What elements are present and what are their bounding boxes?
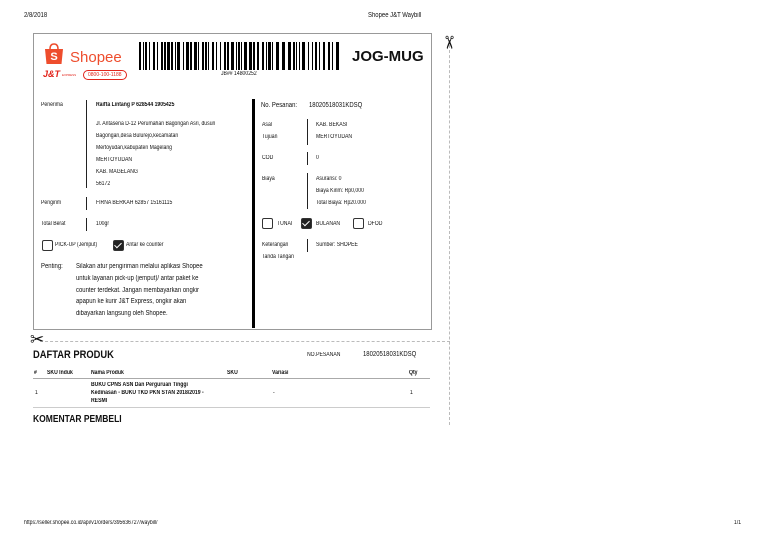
barcode-bar: [220, 42, 221, 70]
jnt-wordmark: J&T: [43, 69, 61, 79]
barcode-bar: [208, 42, 209, 70]
barcode-bar: [139, 42, 141, 70]
svg-text:S: S: [50, 51, 58, 63]
destination-value: MERTOYUDAN: [316, 134, 353, 140]
signature-label: Tanda Tangan: [262, 254, 294, 260]
barcode-bar: [227, 42, 229, 70]
barcode-bar: [149, 42, 150, 70]
tunai-label: TUNAI: [277, 221, 293, 227]
barcode-bar: [236, 42, 237, 70]
receiver-address-2: Bagongan,desa Bulurejo,kecamatan: [96, 133, 179, 139]
sender-value: FIRNA BERKAH 62857 15161115: [96, 200, 173, 206]
barcode-bar: [332, 42, 333, 70]
note-line-2: untuk layanan pick-up (jemput)/ antar paket ke: [76, 275, 199, 282]
cut-line-vertical: [449, 40, 450, 425]
order-number: 18020518031KDSQ: [309, 102, 363, 109]
note-label: Penting:: [41, 263, 63, 270]
barcode-bar: [262, 42, 264, 70]
barcode-bar: [216, 42, 217, 70]
barcode-bar: [293, 42, 295, 70]
barcode-bar: [145, 42, 147, 70]
row-variation: -: [273, 390, 275, 396]
receiver-address-1: Jl. Antasena D-12 Perumahan Bagongan Asri, dusun: [96, 121, 216, 127]
barcode-bar: [302, 42, 305, 70]
column-divider: [252, 99, 255, 328]
comments-title: KOMENTAR PEMBELI: [33, 414, 122, 425]
print-title: Shopee J&T Waybill: [368, 12, 422, 19]
barcode-bar: [161, 42, 163, 70]
barcode-bar: [175, 42, 176, 70]
shopee-wordmark: Shopee: [70, 49, 122, 66]
col-sku: SKU: [227, 370, 238, 376]
scissors-icon: ✂: [439, 34, 460, 51]
barcode-bar: [143, 42, 144, 70]
barcode-bar: [177, 42, 180, 70]
col-product-name: Nama Produk: [91, 370, 124, 376]
row-product-name-1: BUKU CPNS ASN Dan Perguruan Tinggi: [91, 382, 188, 388]
note-line-5: dibayarkan langsung oleh Shopee.: [76, 310, 168, 317]
barcode-bar: [296, 42, 297, 70]
barcode-bar: [238, 42, 240, 70]
barcode-bar: [186, 42, 189, 70]
barcode-bar: [328, 42, 330, 70]
cod-label: COD: [262, 155, 274, 161]
barcode-bar: [212, 42, 214, 70]
bulanan-label: BULANAN: [316, 221, 341, 227]
remarks-label: Keterangan: [262, 242, 289, 248]
cost-total: Total Biaya: Rp20.000: [316, 200, 366, 206]
waybill-barcode: [139, 42, 344, 70]
barcode-bar: [167, 42, 170, 70]
barcode-bar: [190, 42, 192, 70]
barcode-bar: [336, 42, 339, 70]
scissors-icon: ✂: [30, 330, 45, 349]
cost-label: Biaya: [262, 176, 275, 182]
dfod-checkbox[interactable]: [353, 218, 364, 229]
cod-value: 0: [316, 155, 319, 161]
barcode-bar: [183, 42, 184, 70]
receiver-name: Raifta Lintang P 628544 1905425: [96, 102, 175, 108]
jnt-logo: J&T EXPRESS 0800-100-1188: [43, 69, 143, 81]
barcode-bar: [205, 42, 207, 70]
receiver-label: Penerima: [41, 102, 63, 108]
receiver-address-5: KAB. MAGELANG: [96, 169, 138, 175]
dfod-label: DFOD: [368, 221, 383, 227]
jnt-phone: 0800-100-1188: [83, 70, 127, 80]
barcode-bar: [282, 42, 285, 70]
barcode-bar: [308, 42, 309, 70]
note-line-3: counter terdekat. Jangan membayarkan ongkir: [76, 287, 200, 294]
barcode-bar: [164, 42, 166, 70]
receiver-address-4: MERTOYUDAN: [96, 157, 133, 163]
barcode-bar: [276, 42, 279, 70]
footer-url[interactable]: https://seller.shopee.co.id/api/v1/orders/395636727/waybill/: [24, 520, 158, 526]
origin-value: KAB. BEKASI: [316, 122, 348, 128]
footer-page: 1/1: [734, 520, 742, 526]
barcode-bar: [253, 42, 255, 70]
barcode-bar: [224, 42, 226, 70]
barcode-bar: [244, 42, 247, 70]
cost-shipping: Biaya Kirim: Rp0,000: [316, 188, 364, 194]
col-qty: Qty: [409, 370, 418, 376]
shopee-logo: [44, 43, 134, 67]
barcode-bar: [153, 42, 155, 70]
origin-label: Asal: [262, 122, 272, 128]
barcode-bar: [315, 42, 317, 70]
pickup-label: PICK-UP (Jemput): [55, 242, 98, 248]
barcode-bar: [241, 42, 242, 70]
barcode-bar: [249, 42, 252, 70]
shopee-bag-icon: [44, 43, 64, 65]
barcode-bar: [198, 42, 199, 70]
cost-insurance: Asuransi: 0: [316, 176, 342, 182]
barcode-bar: [194, 42, 197, 70]
pickup-checkbox[interactable]: [42, 240, 53, 251]
products-title: DAFTAR PRODUK: [33, 349, 114, 361]
bulanan-checkbox[interactable]: [301, 218, 312, 229]
waybill-code: JOG-MUG: [352, 48, 424, 65]
barcode-bar: [202, 42, 204, 70]
barcode-bar: [288, 42, 291, 70]
barcode-bar: [312, 42, 313, 70]
receiver-address-6: 56172: [96, 181, 111, 187]
col-index: #: [34, 370, 37, 376]
col-variation: Variasi: [272, 370, 289, 376]
barcode-bar: [268, 42, 271, 70]
barcode-bar: [319, 42, 320, 70]
note-line-4: apapun ke kurir J&T Express, ongkir akan: [76, 298, 187, 305]
receiver-address-3: Mertoyudan,kabupaten Magelang: [96, 145, 172, 151]
barcode-number: JB## 14800252: [221, 71, 257, 77]
row-product-name-3: RESMI: [91, 398, 108, 404]
row-product-name-2: Kedinasan - BUKU TKD PKN STAN 2018/2019 -: [91, 390, 204, 396]
barcode-bar: [157, 42, 158, 70]
col-sku-parent: SKU Induk: [47, 370, 73, 376]
products-order-label: NO.PESANAN: [307, 352, 341, 358]
barcode-bar: [299, 42, 300, 70]
barcode-bar: [323, 42, 325, 70]
sender-label: Pengirim: [41, 200, 62, 206]
tunai-checkbox[interactable]: [262, 218, 273, 229]
barcode-bar: [272, 42, 273, 70]
barcode-bar: [231, 42, 234, 70]
cut-line-horizontal: [40, 341, 450, 342]
dropoff-label: Antar ke counter: [126, 242, 164, 248]
weight-value: 100gr: [96, 221, 110, 227]
row-index: 1: [35, 390, 38, 396]
dropoff-checkbox[interactable]: [113, 240, 124, 251]
weight-label: Total Berat: [41, 221, 66, 227]
note-line-1: Silakan atur pengiriman melalui aplikasi Shopee: [76, 263, 203, 270]
remarks-value: Sumber: SHOPEE: [316, 242, 358, 248]
destination-label: Tujuan: [262, 134, 278, 140]
barcode-bar: [266, 42, 267, 70]
barcode-bar: [257, 42, 259, 70]
products-order-number: 18020518031KDSQ: [363, 351, 417, 358]
print-date: 2/8/2018: [24, 12, 48, 19]
row-qty: 1: [410, 390, 413, 396]
barcode-bar: [171, 42, 173, 70]
order-label: No. Pesanan:: [261, 102, 298, 109]
